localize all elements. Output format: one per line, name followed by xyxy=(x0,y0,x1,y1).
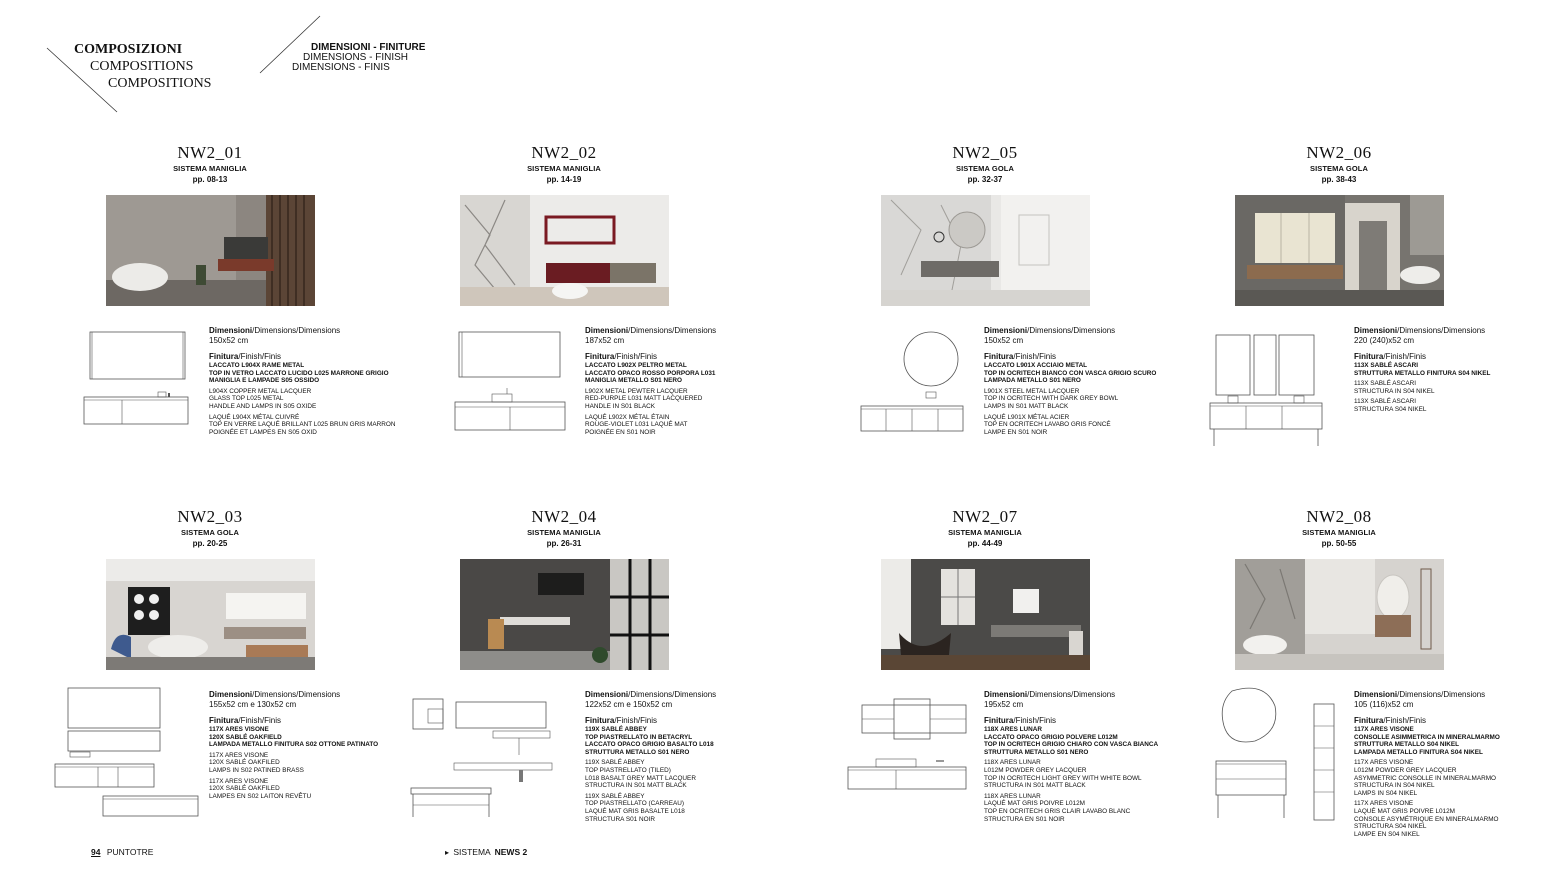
dimensions-label-rest: /Dimensions/Dimensions xyxy=(1027,326,1116,335)
dimensions-label-rest: /Dimensions/Dimensions xyxy=(252,690,341,699)
composition-info xyxy=(585,690,785,823)
finish-it-line: LACCATO OPACO ROSSO PORPORA L031 xyxy=(585,369,716,377)
finish-en-line: L901X STEEL METAL LACQUER xyxy=(984,387,1080,395)
dimensions-value: 220 (240)x52 cm xyxy=(1354,336,1415,345)
finish-en-line: LAMPS IN S02 PATINED BRASS xyxy=(209,766,304,774)
finish-label: Finitura xyxy=(585,716,615,725)
finish-fr-line: 117X ARES VISONE xyxy=(209,777,269,785)
finish-label-rest: /Finish/Finis xyxy=(1383,716,1427,725)
page-footer-left xyxy=(91,847,153,857)
composition-drawing xyxy=(1206,330,1326,448)
composition-code: NW2_02 xyxy=(531,143,597,162)
composition-drawing xyxy=(452,330,570,434)
composition-info xyxy=(1354,690,1550,838)
dimensions-value: 122x52 cm e 150x52 cm xyxy=(585,700,673,709)
finish-label: Finitura xyxy=(1354,352,1384,361)
finish-fr-line: ROUGE-VIOLET L031 LAQUÉ MAT xyxy=(585,421,688,429)
composition-drawing xyxy=(52,685,204,820)
composition-pages: pp. 38-43 xyxy=(1321,175,1357,184)
section-arrow-icon: ▸ xyxy=(445,848,450,857)
composition-system: SISTEMA MANIGLIA xyxy=(948,528,1022,537)
finish-en-line: LAMPS IN S01 MATT BLACK xyxy=(984,402,1069,410)
dimensions-label: Dimensioni xyxy=(209,690,253,699)
finish-en-line: 117X ARES VISONE xyxy=(209,751,269,759)
brand-name: PUNTOTRE xyxy=(106,847,154,857)
dimensions-value: 150x52 cm xyxy=(209,336,249,345)
finish-fr-line: LAQUÉ MAT GRIS BASALTE L018 xyxy=(585,807,685,815)
composition-system: SISTEMA GOLA xyxy=(180,528,239,537)
composition-info xyxy=(585,326,785,436)
dimensions-value: 155x52 cm e 130x52 cm xyxy=(209,700,297,709)
finish-en-line: HANDLE AND LAMPS IN S05 OXIDE xyxy=(209,402,317,410)
finish-fr-line: CONSOLE ASYMÉTRIQUE EN MINERALMARMO xyxy=(1354,815,1499,823)
title-line-it: COMPOSIZIONI xyxy=(74,42,183,57)
dimensions-value: 150x52 cm xyxy=(984,336,1024,345)
subtitle-line-fr: DIMENSIONS - FINIS xyxy=(292,62,390,73)
composition-photo xyxy=(106,195,315,306)
finish-fr-line: POIGNÉE ET LAMPES EN S05 OXID xyxy=(209,428,317,436)
finish-fr-line: LAMPE EN S04 NIKEL xyxy=(1354,830,1420,838)
composition-photo xyxy=(1235,195,1444,306)
finish-it-line: TOP IN VETRO LACCATO LUCIDO L025 MARRONE GRIGIO xyxy=(209,369,389,377)
finish-it-line: 118X ARES LUNAR xyxy=(984,726,1043,733)
finish-fr-line: LAMPES EN S02 LAITON REVÊTU xyxy=(209,792,312,800)
composition-code: NW2_05 xyxy=(952,143,1018,162)
dimensions-label: Dimensioni xyxy=(1354,690,1398,699)
page-footer-section xyxy=(445,847,527,857)
composition-code: NW2_08 xyxy=(1306,507,1372,526)
finish-en-line: L902X METAL PEWTER LACQUER xyxy=(585,387,688,395)
composition-drawing xyxy=(1210,686,1350,822)
finish-en-line: TOP PIASTRELLATO (TILED) xyxy=(585,766,671,774)
finish-en-line: 113X SABLÉ ASCARI xyxy=(1354,380,1417,388)
composition-pages: pp. 08-13 xyxy=(192,175,228,184)
finish-en-line: STRUCTURA IN S04 NIKEL xyxy=(1354,782,1435,790)
finish-en-line: HANDLE IN S01 BLACK xyxy=(585,402,655,410)
composition-drawing xyxy=(846,695,970,793)
finish-fr-line: 120X SABLÉ OAKFILED xyxy=(209,785,280,793)
title-line-fr: COMPOSITIONS xyxy=(108,76,212,91)
composition-code: NW2_03 xyxy=(177,507,243,526)
finish-it-line: LACCATO L901X ACCIAIO METAL xyxy=(984,362,1088,369)
finish-fr-line: TOP PIASTRELLATO (CARREAU) xyxy=(585,800,684,808)
dimensions-value: 105 (116)x52 cm xyxy=(1354,700,1414,709)
finish-en-line: L904X COPPER METAL LACQUER xyxy=(209,387,312,395)
finish-it-line: TOP PIASTRELLATO IN BETACRYL xyxy=(585,733,693,741)
finish-label-rest: /Finish/Finis xyxy=(614,352,658,361)
composition-info xyxy=(209,690,409,800)
finish-it-line: 120X SABLÉ OAKFIELD xyxy=(209,733,282,741)
finish-fr-line: LAQUÉ L902X MÉTAL ÉTAIN xyxy=(585,413,670,421)
composition-drawing xyxy=(858,330,968,434)
finish-label-rest: /Finish/Finis xyxy=(1013,352,1057,361)
finish-fr-line: LAMPE EN S01 NOIR xyxy=(984,428,1048,436)
finish-en-line: ASYMMETRIC CONSOLLE IN MINERALMARMO xyxy=(1354,774,1497,782)
composition-info xyxy=(984,326,1184,436)
finish-en-line: STRUCTURA IN S01 MATT BLACK xyxy=(585,782,687,790)
dimensions-label: Dimensioni xyxy=(984,326,1028,335)
finish-label: Finitura xyxy=(585,352,615,361)
composition-pages: pp. 20-25 xyxy=(192,539,228,548)
subtitle-line-it: DIMENSIONI - FINITURE xyxy=(311,42,426,53)
finish-en-line: STRUCTURA IN S01 MATT BLACK xyxy=(984,782,1086,790)
finish-it-line: LACCATO L902X PELTRO METAL xyxy=(585,362,687,369)
finish-en-line: STRUCTURA IN S04 NIKEL xyxy=(1354,387,1435,395)
dimensions-label: Dimensioni xyxy=(984,690,1028,699)
finish-it-line: STRUTTURA METALLO S01 NERO xyxy=(984,748,1089,756)
finish-it-line: 117X ARES VISONE xyxy=(209,726,269,733)
finish-it-line: MANIGLIA E LAMPADE S05 OSSIDO xyxy=(209,377,320,385)
finish-it-line: CONSOLLE ASIMMETRICA IN MINERALMARMO xyxy=(1354,733,1500,741)
composition-system: SISTEMA MANIGLIA xyxy=(527,164,601,173)
composition-pages: pp. 26-31 xyxy=(546,539,582,548)
composition-photo xyxy=(1235,559,1444,670)
finish-it-line: LACCATO OPACO GRIGIO POLVERE L012M xyxy=(984,733,1118,741)
finish-label: Finitura xyxy=(984,716,1014,725)
composition-system: SISTEMA MANIGLIA xyxy=(527,528,601,537)
dimensions-value: 187x52 cm xyxy=(585,336,625,345)
finish-fr-line: 119X SABLÉ ABBEY xyxy=(585,792,645,800)
finish-it-line: LACCATO L904X RAME METAL xyxy=(209,362,305,369)
finish-fr-line: STRUCTURA S01 NOIR xyxy=(585,815,655,823)
composition-info xyxy=(984,690,1184,823)
finish-en-line: 120X SABLÉ OAKFILED xyxy=(209,759,280,767)
finish-en-line: 117X ARES VISONE xyxy=(1354,759,1414,767)
dimensions-label-rest: /Dimensions/Dimensions xyxy=(1027,690,1116,699)
composition-code: NW2_06 xyxy=(1306,143,1372,162)
composition-photo xyxy=(460,195,669,306)
composition-photo xyxy=(106,559,315,670)
finish-it-line: 119X SABLÉ ABBEY xyxy=(585,726,647,733)
finish-label-rest: /Finish/Finis xyxy=(238,716,282,725)
finish-en-line: TOP IN OCRITECH LIGHT GREY WITH WHITE BOWL xyxy=(984,774,1142,782)
composition-system: SISTEMA MANIGLIA xyxy=(173,164,247,173)
finish-fr-line: STRUCTURA EN S01 NOIR xyxy=(984,815,1065,823)
finish-fr-line: 113X SABLÉ ASCARI xyxy=(1354,398,1417,406)
composition-drawing xyxy=(82,330,192,430)
finish-fr-line: STRUCTURA S04 NIKEL xyxy=(1354,405,1427,413)
dimensions-label-rest: /Dimensions/Dimensions xyxy=(628,326,717,335)
finish-it-line: LAMPADA METALLO S01 NERO xyxy=(984,377,1081,385)
finish-it-line: LACCATO OPACO GRIGIO BASALTO L018 xyxy=(585,741,714,749)
composition-photo xyxy=(881,559,1090,670)
composition-system: SISTEMA GOLA xyxy=(955,164,1014,173)
dimensions-label: Dimensioni xyxy=(585,690,629,699)
dimensions-label-rest: /Dimensions/Dimensions xyxy=(628,690,717,699)
composition-system: SISTEMA GOLA xyxy=(1309,164,1368,173)
finish-label-rest: /Finish/Finis xyxy=(614,716,658,725)
composition-pages: pp. 50-55 xyxy=(1321,539,1357,548)
finish-it-line: STRUTTURA METALLO S04 NIKEL xyxy=(1354,741,1460,749)
finish-label-rest: /Finish/Finis xyxy=(1383,352,1427,361)
page-subtitle xyxy=(292,43,425,73)
composition-system: SISTEMA MANIGLIA xyxy=(1302,528,1376,537)
composition-drawing xyxy=(408,695,588,820)
section-name-bold: NEWS 2 xyxy=(494,847,528,857)
finish-it-line: MANIGLIA METALLO S01 NERO xyxy=(585,377,682,385)
finish-it-line: STRUTTURA METALLO S01 NERO xyxy=(585,748,690,756)
finish-fr-line: POIGNÉE EN S01 NOIR xyxy=(585,428,656,436)
finish-it-line: TOP IN OCRITECH BIANCO CON VASCA GRIGIO SCURO xyxy=(984,369,1157,377)
dimensions-label-rest: /Dimensions/Dimensions xyxy=(252,326,341,335)
subtitle-line-en: DIMENSIONS - FINISH xyxy=(303,52,409,63)
finish-fr-line: LAQUÉ MAT GRIS POIVRE L012M xyxy=(1354,807,1455,815)
composition-code: NW2_07 xyxy=(952,507,1018,526)
finish-it-line: LAMPADA METALLO FINITURA S04 NIKEL xyxy=(1354,748,1483,756)
finish-fr-line: TOP EN OCRITECH GRIS CLAIR LAVABO BLANC xyxy=(984,807,1131,815)
composition-pages: pp. 32-37 xyxy=(967,175,1003,184)
finish-en-line: RED-PURPLE L031 MATT LACQUERED xyxy=(585,395,703,403)
finish-fr-line: LAQUÉ L901X MÉTAL ACIER xyxy=(984,413,1070,421)
finish-en-line: TOP IN OCRITECH WITH DARK GREY BOWL xyxy=(984,395,1119,403)
finish-it-line: STRUTTURA METALLO FINITURA S04 NIKEL xyxy=(1354,369,1491,377)
finish-label: Finitura xyxy=(984,352,1014,361)
composition-info xyxy=(1354,326,1550,414)
finish-fr-line: STRUCTURA S04 NIKEL xyxy=(1354,823,1427,831)
finish-en-line: 118X ARES LUNAR xyxy=(984,759,1041,767)
composition-code: NW2_01 xyxy=(177,143,243,162)
dimensions-label: Dimensioni xyxy=(209,326,253,335)
finish-label: Finitura xyxy=(209,716,239,725)
finish-it-line: 113X SABLÉ ASCARI xyxy=(1354,362,1419,369)
composition-code: NW2_04 xyxy=(531,507,597,526)
finish-fr-line: TOP EN OCRITECH LAVABO GRIS FONCÉ xyxy=(984,421,1111,429)
title-line-en: COMPOSITIONS xyxy=(90,59,194,74)
dimensions-label: Dimensioni xyxy=(585,326,629,335)
finish-label-rest: /Finish/Finis xyxy=(1013,716,1057,725)
composition-photo xyxy=(460,559,669,670)
finish-fr-line: TOP EN VERRE LAQUÉ BRILLANT L025 BRUN GRIS MARRON xyxy=(209,421,396,429)
page-title xyxy=(74,41,211,92)
section-name: SISTEMA xyxy=(453,847,491,857)
finish-fr-line: LAQUÉ L904X MÉTAL CUIVRÉ xyxy=(209,413,300,421)
finish-en-line: LAMPS IN S04 NIKEL xyxy=(1354,789,1418,797)
dimensions-label-rest: /Dimensions/Dimensions xyxy=(1397,326,1486,335)
dimensions-value: 195x52 cm xyxy=(984,700,1024,709)
finish-it-line: TOP IN OCRITECH GRIGIO CHIARO CON VASCA BIANCA xyxy=(984,741,1159,749)
finish-label: Finitura xyxy=(209,352,239,361)
finish-en-line: GLASS TOP L025 METAL xyxy=(209,395,284,403)
finish-fr-line: LAQUÉ MAT GRIS POIVRE L012M xyxy=(984,800,1085,808)
page-number: 94 xyxy=(91,847,101,857)
finish-label: Finitura xyxy=(1354,716,1384,725)
finish-label-rest: /Finish/Finis xyxy=(238,352,282,361)
finish-en-line: L012M POWDER GREY LACQUER xyxy=(984,766,1087,774)
composition-info xyxy=(209,326,409,436)
finish-en-line: 119X SABLÉ ABBEY xyxy=(585,759,645,767)
composition-pages: pp. 14-19 xyxy=(546,175,582,184)
dimensions-label: Dimensioni xyxy=(1354,326,1398,335)
finish-en-line: L012M POWDER GREY LACQUER xyxy=(1354,766,1457,774)
finish-it-line: 117X ARES VISONE xyxy=(1354,726,1414,733)
finish-fr-line: 117X ARES VISONE xyxy=(1354,800,1414,808)
dimensions-label-rest: /Dimensions/Dimensions xyxy=(1397,690,1486,699)
composition-pages: pp. 44-49 xyxy=(967,539,1003,548)
composition-photo xyxy=(881,195,1090,306)
finish-en-line: L018 BASALT GREY MATT LACQUER xyxy=(585,774,696,782)
finish-it-line: LAMPADA METALLO FINITURA S02 OTTONE PATINATO xyxy=(209,741,379,749)
finish-fr-line: 118X ARES LUNAR xyxy=(984,792,1041,800)
